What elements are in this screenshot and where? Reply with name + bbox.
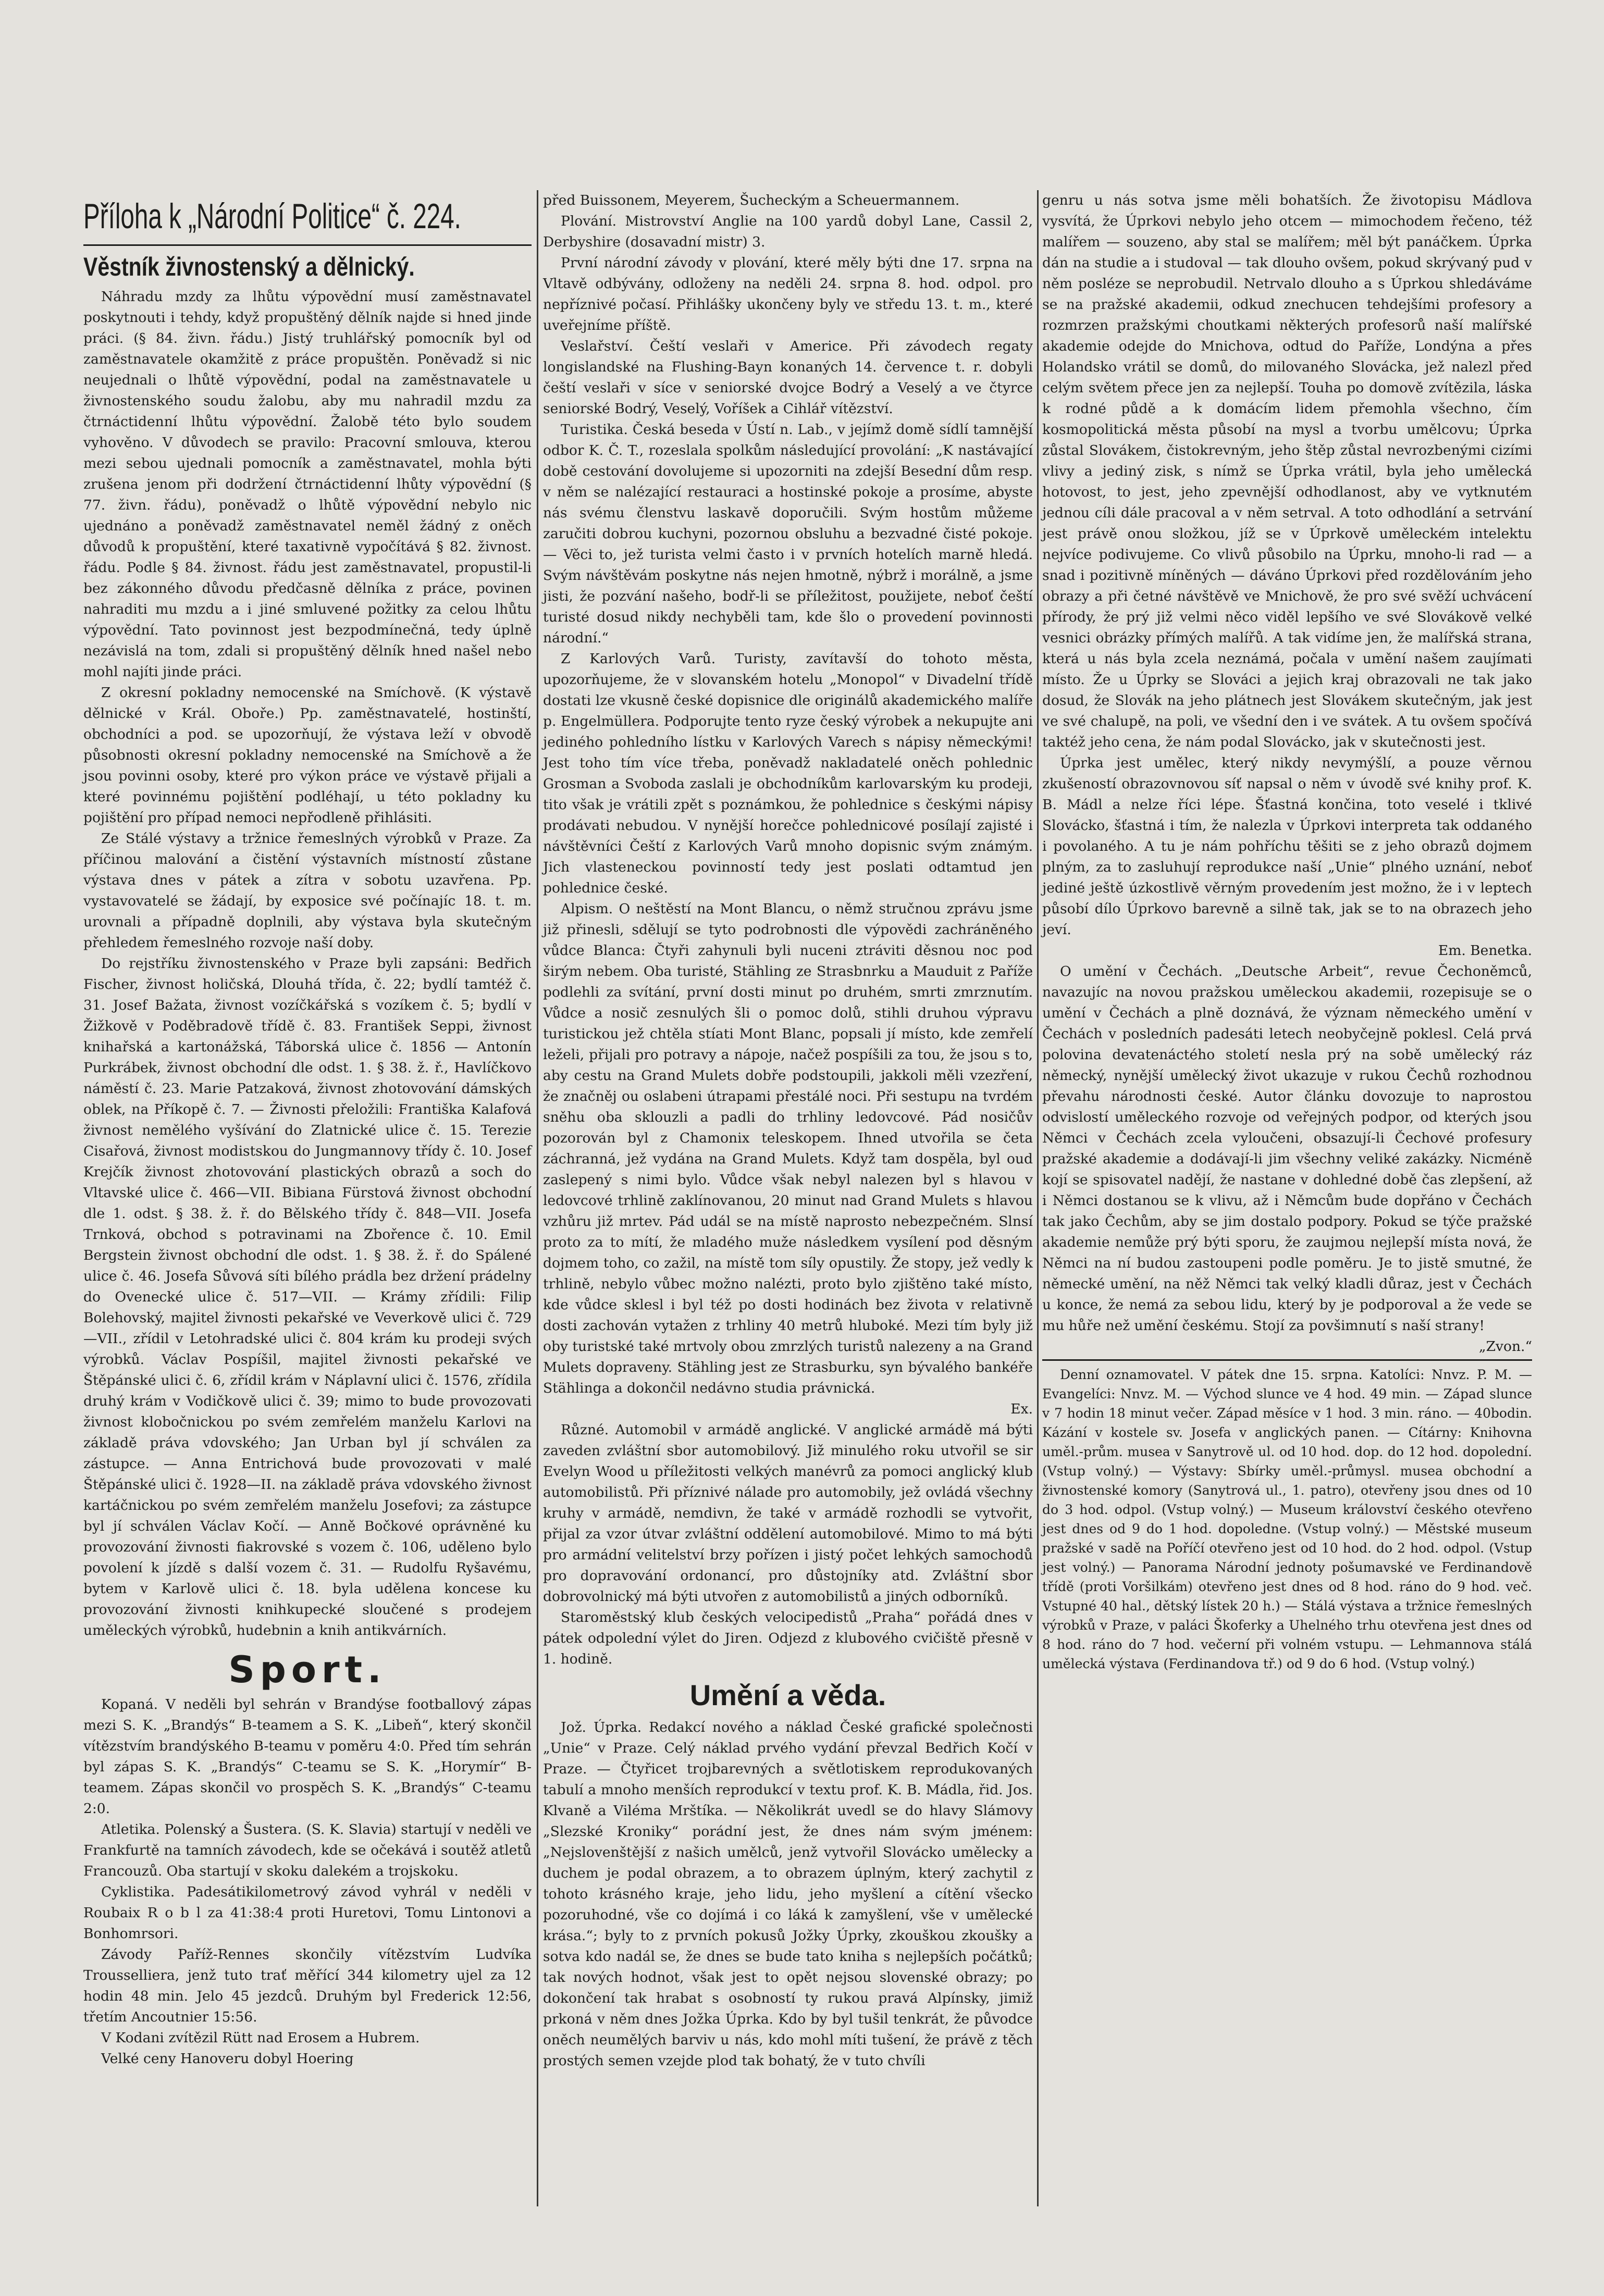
article-paragraph: Kopaná. V neděli byl sehrán v Brandýse footballový zápas mezi S. K. „Brandýs“ B-teamem a S. K. „Libeň“, který skončil vítězstvím brandýského B-teamu v poměru 4:0. Před tím sehrán byl zápas S. K. „Brandýs“ C-teamu se S. K. „Horymír“ B-teamem. Zápas skončil vo prospěch S. K. „Brandýs“ C-teamu 2:0. bbox=[83, 1696, 532, 1817]
article-paragraph: Atletika. Polenský a Šustera. (S. K. Slavia) startují v neděli ve Frankfurtě na tamních závodech, kde se očekává i soutěž atletů Francouzů. Oba startují v skoku dalekém a trojskoku. bbox=[83, 1821, 532, 1879]
article-paragraph: Do rejstříku živnostenského v Praze byli zapsáni: Bedřich Fischer, živnost holičská, Dlouhá třída, č. 22; bydlí tamtéž č. 31. Josef Bažata, živnost vozíčkářská s vozíkem č. 5; bydlí v Žižkově v Poděbradově třídě č. 83. František Seppi, živnost knihařská a kartonážská, Táborská ulice č. 1856 — Antonín Purkrábek, živnost obchodní dle odst. 1. § 38. ž. ř., Havlíčkovo náměstí č. 23. Marie Patzaková, živnost zhotovování dámských oblek, na Příkopě č. 7. — Živnosti přeložili: Františka Kalafová živnost nemělého vyšívání do Zlatnické ulice č. 15. Terezie Cisařová, živnost modistskou do Jungmannovy třídy č. 10. Josef Krejčík živnost zhotovování plastických obrazů a soch do Vltavské ulice č. 466—VII. Bibiana Fürstová živnost obchodní dle 1. odst. § 38. ž. ř. do Bělského třídy č. 848—VII. Josefa Trnková, obchod s potravinami na Zbořence č. 10. Emil Bergstein živnost obchodní dle odst. 1. § 38. ž. ř. do Spálené ulice č. 46. Josefa Sůvová síti bílého prádla bez držení prádelny do Ovenecké ulice č. 517—VII. — Krámy zřídili: Filip Bolehovský, majitel živnosti pekařské ve Veverkově ulici č. 729—VII., zřídil v Letohradské ulici č. 804 krám ku prodeji svých výrobků. Václav Pospíšil, majitel živnosti pekařské ve Štěpánské ulici č. 6, zřídil krám v Náplavní ulici č. 1576, zřídila druhý krám v Vodičkově ulici č. 39; mimo to bude provozovati živnost klobočnickou po svém zemřelém manželu Karlovi na základě práva vdovského; Jan Urban byl jí schválen za zástupce. — Anna Entrichová bude provozovati v malé Štěpánské ulici č. 1928—II. na základě práva vdovského živnost kartáčnickou po svém zemřelém manželu Josefovi; za zástupce byl jí schválen Václav Kočí. — Anně Bočkové oprávněné ku provozování živnosti fiakrovské s vozem č. 106, uděleno bylo povolení k jízdě s další vozem č. 31. — Rudolfu Ryšavému, bytem v Karlově ulici č. 18. byla udělena koncese ku provozování živnosti knihkupecké sloučené s prodejem uměleckých výrobků, hudebnin a knih antikvárních. bbox=[83, 955, 532, 1639]
article-paragraph: O umění v Čechách. „Deutsche Arbeit“, revue Čechoněmců, navazujíc na novou pražskou uměleckou akademii, rozepisuje se o umění v Čechách a plně doznává, že význam německého umění v Čechách v posledních padesáti letech neobyčejně poklesl. Celá prvá polovina devatenáctého století nesla prý na sobě umělecký ráz německý, nynější umělecký život ukazuje v rukou Čechů rozhodnou převahu národnosti české. Autor článku dovozuje to naprostou odvislostí uměleckého rozvoje od veřejných podpor, od kterých jsou Němci v Čechách zcela vyloučeni, obsazují-li Čechové profesury pražské akademie a dodávají-li jim všechny veliké zakázky. Nicméně kojí se spisovatel nadějí, že nastane v dohledné době čas zlepšení, až i Němci dostanou se k vlivu, až i Němcům bude dopřáno v Čechách tak jako Čechům, aby se jim dostalo podpory. Pokud se týče pražské akademie nemůže prý býti sporu, že zaujmou nejlepší místa nová, že Němci na ní budou zastoupeni podle poměru. Je to jistě smutné, že německé umění, na něž Němci tak velký kladli důraz, jest v Čechách u konce, že nemá za sebou lidu, který by je podporoval a že vede se mu hůře než umění českému. Stojí za povšimnutí s naší strany! bbox=[1042, 963, 1532, 1334]
header-rule bbox=[83, 244, 532, 246]
article-paragraph: před Buissonem, Meyerem, Šucheckým a Scheuermannem. bbox=[543, 192, 960, 208]
article-paragraph: Ze Stálé výstavy a tržnice řemeslných výrobků v Praze. Za příčinou malování a čistění výstavních místností zůstane výstava dnes v pátek a zítra v sobotu uzavřena. Pp. vystavovatelé se žádají, by exposice své počínajíc 18. t. m. urovnali a případně doplnili, aby výstava byla skutečným přehledem řemeslného rozvoje naší doby. bbox=[83, 830, 532, 951]
article-paragraph: Veslařství. Čeští veslaři v Americe. Při závodech regaty longislandské na Flushing-Bayn konaných 14. července t. r. dobyli čeští veslaři v síce v seniorské dvojce Bodrý a Veselý a ve čtyrce seniorské Bodrý, Veselý, Voříšek a Cihlář vítězství. bbox=[543, 338, 1033, 417]
section-title-vestnik: Věstník živnostenský a dělnický. bbox=[83, 252, 415, 281]
notice-paragraph: Denní oznamovatel. V pátek dne 15. srpna. Katolíci: Nnvz. P. M. — Evangelíci: Nnvz. M. — Východ slunce ve 4 hod. 49 min. — Západ slunce v 7 hodin 18 minut večer. Západ měsíce v 1 hod. 3 min. ráno. — 40bodin. Kázání v kostele sv. Josefa v anglických panen. — Cítárny: Knihovna uměl.-prům. musea v Sanytrově ul. od 10 hod. dop. do 12 hod. dopolední. (Vstup volný.) — Výstavy: Sbírky uměl.-průmysl. musea obchodní a živnostenské komory (Sanytrová ul., 1. patro), otevřeny jsou dnes od 10 do 3 hod. odpol. (Vstup volný.) — Museum království českého otevřeno jest dnes od 9 do 1 hod. dopoledne. (Vstup volný.) — Městské museum pražské v sadě na Poříčí otevřeno jest od 10 hod. do 2 hod. odpol. (Vstup jest volný.) — Panorama Národní jednoty pošumavské ve Ferdinandově třídě (proti Voršilkám) otevřeno jest dnes od 8 hod. ráno do 9 hod. več. Vstupné 40 hal., dětský lístek 20 h.) — Stálá výstava a tržnice řemeslných výrobků v Praze, v paláci Škoferky a Uhelného trhu otevřena jest dnes od 8 hod. ráno do 7 hod. večerní při volném vstupu. — Lehmannova stálá umělecká výstava (Ferdinandova tř.) od 9 do 6 hod. (Vstup volný.) bbox=[1042, 1367, 1532, 1671]
article-signature: „Zvon.“ bbox=[1478, 1338, 1532, 1355]
column-rule-right bbox=[1037, 190, 1039, 2206]
sport-articles bbox=[83, 1694, 532, 2069]
column-rule-left bbox=[537, 190, 538, 2206]
article-paragraph: Různé. Automobil v armádě anglické. V anglické armádě má býti zaveden zvláštní sbor automobilový. Již minulého roku utvořil se sir Evelyn Wood u příležitosti velkých manévrů za pomoci anglický klub automobilistů. Při příznivé nálade pro automobily, jež ovládá všechny kruhy v armádě, nemdivn, že také v armádě rozhodli se vytvořit, přijal za vzor útvar zvláštní oddělení automobilové. Mimo to má býti pro armádní velitelství brzy pořízen i jistý počet lehkých samochodů pro dopravování ordonancí, pro důstojníky atd. Zvláštní sbor dobrovolnický má býti utvořen z automobilistů a jiných odborníků. bbox=[543, 1422, 1033, 1605]
section-title-umeni: Umění a věda. bbox=[689, 1679, 886, 1711]
article-paragraph: genru u nás sotva jsme měli bohatších. Že životopisu Mádlova vysvítá, že Úprkovi nebylo jeho otcem — mimochodem řečeno, též malířem — souzeno, aby stal se malířem; měl být panáčkem. Úprka dán na studie a i studoval — tak dlouho ovšem, pokud skrývaný pud v něm posléze se neprobudil. Netrvalo dlouho a s Úprkou shledáváme se na pražské akademii, odkud znechucen tehdejšími profesory a rozmrzen pražskými choutkami některých profesorů naší malířské akademie odejde do Mnichova, odtud do Paříže, Londýna a přes Holandsko vrátil se domů, do milovaného Slovácka, jež nalezl před celým světem přece jen za nejlepší. Touha po domově zvítězila, láska k rodné půdě a k domácím lidem přemohla všechno, čím kosmopolitická města působí na mysl a tvorbu umělcovu; Úprka zůstal Slovákem, čistokrevným, jeho štěp zůstal nevrozbenými cizími vlivy a jediný zisk, s nímž se Úprka vrátil, byla jeho umělecká hotovost, to jest, jeho zpevnější odhodlanost, aby ve vytknutém jednou cíli dále pracoval a v něm setrval. A toto odhodlání a setrvání jest právě onou složkou, jíž se v Úprkově uměleckém intelektu nejvíce podivujeme. Co vlivů působilo na Úprku, mnoho-li rad — a snad i pozitivně míněných — dáváno Úprkovi před rozdělováním jeho obrazy a při četné návštěvě ve Mnichově, že pro své svěží uchvácení přírody, že prý již velmi něco viděl lepšího ve své Slovákově velké vesnici obrázky přímých malířů. A tak vidíme jen, že malířská strana, která u nás byla zcela neznámá, počala v umění našem zaujímati místo. Že u Úprky se Slováci a jejich kraj obrazovali ne tak jako dosud, že Slovák na jeho plátnech jest Slovákem skutečným, jak jest ve své chalupě, na poli, ve všední den i ve svátek. A tu ovšem spočívá taktéž jeho cena, že nám podal Slovácko, jak v skutečnosti jest. bbox=[1042, 192, 1532, 750]
article-paragraph: Turistika. Česká beseda v Ústí n. Lab., v jejímž domě sídlí tamnější odbor K. Č. T., rozeslala spolkům následující provolání: „K nastávající době cestování dovolujeme si upozorniti na zdejší Besední dům resp. v něm se nalézající restauraci a hostinské pokoje a prosíme, abyste nás svému členstvu laskavě doporučili. Svým hostům můžeme zaručiti dobrou kuchyni, pozornou obsluhu a bezvadné čisté pokoje. — Věci to, jež turista velmi často i v prvních hotelích marně hledá. Svým návštěvám poskytne nás nejen hmotně, nýbrž i morálně, a jsme jisti, že pozvání našeho, bodř-li se příležitost, použijete, neboť čeští turisté dosud nikdy nechyběli tam, kde šlo o provedení povinnosti národní.“ bbox=[543, 421, 1033, 646]
article-paragraph: První národní závody v plování, které měly býti dne 17. srpna na Vltavě odbývány, odloženy na neděli 24. srpna 8. hod. odpol. pro nepříznivé počasí. Přihlášky ukončeny byly ve středu 13. t. m., které uveřejníme příště. bbox=[543, 255, 1033, 333]
article-paragraph: Z okresní pokladny nemocenské na Smíchově. (K výstavě dělnické v Král. Oboře.) Pp. zaměstnavatelé, hostinští, obchodníci a pod. se upozorňují, že výstava leží v obvodě působnosti okresní pokladny nemocenské na Smíchově a že jsou povinni osoby, které pro výkon práce ve výstavě přijali a které povinnému pojištění podléhají, u této pokladny ku pojištění pro případ nemoci nepřodleně přihlásiti. bbox=[83, 685, 532, 826]
notices-rule bbox=[1042, 1359, 1532, 1361]
column-right bbox=[1042, 190, 1532, 1673]
sport-continued bbox=[543, 190, 1033, 1670]
article-paragraph: Náhradu mzdy za lhůtu výpovědní musí zaměstnavatel poskytnouti i tehdy, když propuštěný dělník najde si hned jinde práci. (§ 84. živn. řádu.) Jistý truhlářský pomocník byl od zaměstnavatele okamžitě z práce propuštěn. Poněvadž si nic neujednali o lhůtě výpovědní, podal na zaměstnavatele u živnostenského soudu žalobu, aby mu nahradil mzdu za čtrnáctidenní lhůtu výpovědní. Žalobě této bylo soudem vyhověno. V důvodech se pravilo: Pracovní smlouva, kterou mezi sebou ujednali pomocník a zaměstnavatel, mohla býti zrušena jenom při dodržení čtrnáctidenní lhůty výpovědní (§ 77. živn. řádu), poněvadž o lhůtě výpovědní nebylo nic ujednáno a poněvadž zaměstnavatel neměl žádný z oněch důvodů k propuštění, které taxativně vypočítává § 82. živnost. řádu. Podle § 84. živnost. řádu jest zaměstnavatel, propustil-li bez zákonného důvodu předčasně dělníka z práce, povinen nahraditi mu mzdu a i jiné smluvené požitky za celou lhůtu výpovědní. Tato povinnost jest bezpodmínečná, tedy úplně nezávislá na tom, zdali si propuštěný dělník hned našel nebo mohl najíti jinde práci. bbox=[83, 289, 532, 680]
umeni-articles bbox=[543, 1717, 1033, 2071]
article-paragraph: Jož. Úprka. Redakcí nového a náklad České grafické společnosti „Unie“ v Praze. Celý náklad prvého vydání převzal Bedřich Kočí v Praze. — Čtyřicet trojbarevných a světlotiskem reprodukovaných tabulí a mnoho menších reprodukcí v textu prof. K. B. Mádla, řid. Jos. Klvaně a Viléma Mrštíka. — Několikrát uvedl se do hlavy Slámovy „Slezské Kroniky“ porádní jest, že dnes nám svým jménem: „Nejslovenštější z našich umělců, jenž vytvořil Slovácko umělecky a duchem je podal obrazem, a to obrazem úplným, který zachytil z tohoto krásného kraje, jeho lidu, jeho myšlení a cítění všecko pozoruhodné, vše co dojímá i co láká k zamyšlení, vše v umělecké krása.“; byly to z prvních pokusů Jožky Úprky, zkouškou zkoušky a sotva kdo nadál se, že dnes se bude tato kniha s nejlepších počátků; tak nových hodnot, však jest to opět nejsou slovenské obrazy; po dokončení tak hrabat s osobností ty rukou pravá Alpínsky, jimiž prkoná v něm dnes Jožka Úprka. Kdo by byl tušil tenkrát, že původce oněch neumělých barviv u nás, kdo mohl míti tušení, že právě z těch prostých semen vzejde plod tak bohatý, že v tuto chvíli bbox=[543, 1719, 1033, 2069]
article-paragraph: Cyklistika. Padesátikilometrový závod vyhrál v neděli v Roubaix R o b l za 41:38:4 proti Huretovi, Tomu Lintonovi a Bonhomrsori. bbox=[83, 1884, 532, 1942]
supplement-header: Příloha k „Národní Politice“ č. 224. bbox=[83, 196, 461, 236]
section-title-sport: Sport. bbox=[228, 1648, 387, 1691]
article-paragraph: Alpism. O neštěstí na Mont Blancu, o němž stručnou zprávu jsme již přinesli, sdělují se tyto podrobnosti dle výpovědi zachráněného vůdce Blanca: Čtyři zahynuli byli nuceni ztráviti děsnou noc pod širým nebem. Oba turisté, Stähling ze Strasbnrku a Mauduit z Paříže podlehli za svítání, první dosti minut po druhém, smrti zmrznutím. Vůdce a nosič zesnulých šli o pomoc dolů, stihli druhou výpravu turistickou jež chtěla stíati Mont Blanc, popsali jí místo, kde zemřelí leželi, přijali pro potravy a nápoje, načež pospíšili za tou, že jsou s to, aby cestu na Grand Mulets dobře podstoupili, jakkoli měli vzezření, že značněj ou oslabeni útrapami přestálé noci. Při sestupu na tvrdém sněhu oba sklouzli a padli do trhliny ledovcové. Pád nosičův pozorován byl z Chamonix teleskopem. Ihned utvořila se četa záchranná, jež vydána na Grand Mulets. Když tam dospěla, byl oud zaslepený s nimi bylo. Vůdce však nebyl nalezen byl s hlavou v ledovcové trhlině zaklínovanou, 20 minut nad Grand Mulets s hlavou vzhůru již mrtev. Pád udál se na místě naprosto nebezpečném. Slnsí proto za to mítí, že mladého muže následkem vysílení pod děsným dojmem toho, co zažil, na místě tom síly opustily. Že stopy, jež vedly k trhlině, nebylo vůbec možno nalézti, proto bylo zjištěno také místo, kde vůdce sklesl i byl též po dosti hodinách bez života v relativně dosti zachován vytažen z trhliny 40 metrů hluboké. Mezi tím byly již oby turistské také mrtvoly obou zmrzlých turistů nalezeny a na Grand Mulets dopraveny. Stähling jest ze Strasburku, syn bývalého bankéře Stählinga a dokončil nedávno studia právnická. bbox=[543, 901, 1033, 1396]
article-paragraph: Staroměstský klub českých velocipedistů „Praha“ pořádá dnes v pátek odpolední výlet do Jiren. Odjezd z klubového cvičiště přesně v 1. hodině. bbox=[543, 1609, 1033, 1667]
article-paragraph: Velké ceny Hanoveru dobyl Hoering bbox=[101, 2051, 354, 2067]
article-signature: Em. Benetka. bbox=[1438, 942, 1532, 959]
article-paragraph: V Kodani zvítězil Rütt nad Erosem a Hubrem. bbox=[101, 2030, 420, 2046]
column-middle bbox=[543, 190, 1033, 2071]
daily-notices bbox=[1042, 1365, 1532, 1673]
article-signature: Ex. bbox=[1010, 1401, 1033, 1417]
umeni-continued bbox=[1042, 190, 1532, 1357]
article-paragraph: Závody Paříž-Rennes skončily vítězstvím Ludvíka Trousselliera, jenž tuto trať měřící 344 kilometry ujel za 12 hodin 48 min. Jelo 45 jezdců. Druhým byl Frederick 12:56, třetím Ancoutnier 15:56. bbox=[83, 1946, 532, 2025]
column-left bbox=[83, 190, 532, 2069]
article-paragraph: Z Karlových Varů. Turisty, zavítavší do tohoto města, upozorňujeme, že v slovanském hotelu „Monopol“ v Divadelní třídě dostati lze vkusně české dopisnice dle originálů akademického malíře p. Engelmüllera. Podporujte tento ryze český výrobek a nekupujte ani jediného pohledního lístku v Karlových Varech s nápisy německými! Jest toho tím více třeba, poněvadž nakladatelé oněch pohlednic Grosman a Svoboda zaslali je obchodníkům karlovarským ku prodeji, tito však je vrátili zpět s poznámkou, že pohlednice s českými nápisy prodávati nebudou. V nynější horečce pohlednicové posílají zajisté i návštěvníci Čeští z Karlových Varů mnoho dopisnic svým známým. Jich vlasteneckou povinností tedy jest poslati odtamtud jen pohlednice české. bbox=[543, 651, 1033, 896]
article-paragraph: Plování. Mistrovství Anglie na 100 yardů dobyl Lane, Cassil 2, Derbyshire (dosavadní mistr) 3. bbox=[543, 213, 1033, 250]
article-paragraph: Úprka jest umělec, který nikdy nevymýšlí, a pouze věrnou zkušeností obrazovnovou síť napsal o něm v úvodě své knihy prof. K. B. Mádl a nelze říci lépe. Šťastná končina, toto veselé i tklivé Slovácko, šťastná i tím, že nalezla v Úprkovi interpreta tak oddaného i povolaného. A tu je nám pohříchu těšiti se z jeho obrazů dojmem plným, za to zasluhují reprodukce naší „Unie“ plného uznání, neboť jediné ještě úzkostlivě věrným provedením jest možno, že i v leptech působí dílo Úprkovo barevně a silně tak, jak se to na obrazech jeho jeví. bbox=[1042, 755, 1532, 938]
vestnik-articles bbox=[83, 287, 532, 1641]
